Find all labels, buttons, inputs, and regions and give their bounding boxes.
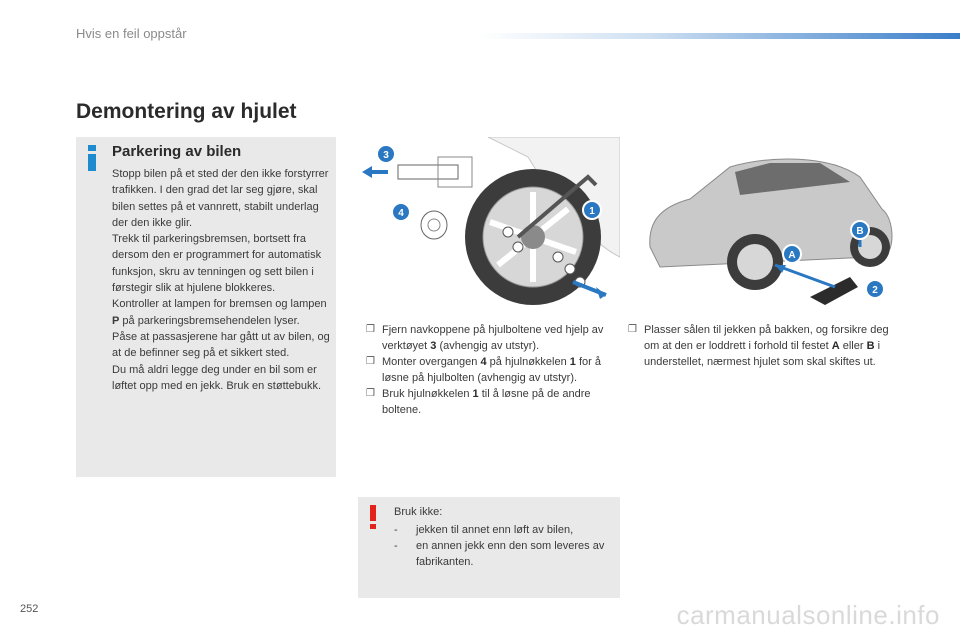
header-gradient-bar xyxy=(480,33,960,39)
step-item: ❒ Fjern navkoppene på hjulboltene ved hjelp av verktøyet 3 (avhengig av utstyr). xyxy=(366,324,604,352)
step-marker-icon: ❒ xyxy=(366,324,375,335)
step-marker-icon: ❒ xyxy=(366,388,375,399)
info-paragraph: Påse at passasjerene har gått ut av bilen, og at de befinner seg på et sikkert sted. xyxy=(112,330,330,360)
badge-label: 3 xyxy=(383,150,389,161)
badge-label: A xyxy=(788,250,796,261)
watermark: carmanualsonline.info xyxy=(676,600,940,630)
info-box-text xyxy=(112,166,330,394)
page-header-title: Hvis en feil oppstår xyxy=(76,26,187,41)
warning-box xyxy=(358,497,620,598)
warning-text xyxy=(394,504,614,570)
info-paragraph: Kontroller at lampen for bremsen og lampen P på parkeringsbremsehendelen lyser. xyxy=(112,298,327,327)
info-box xyxy=(76,137,336,477)
info-paragraph: Trekk til parkeringsbremsen, bortsett fra dersom den er programmert for automatisk funksjon, skru av tenningen og sett bilen i førstegir slik at hjulene blokkeres. xyxy=(112,233,322,295)
step-item: ❒ Bruk hjulnøkkelen 1 til å løsne på de andre boltene. xyxy=(366,388,591,416)
page-number: 252 xyxy=(20,603,39,615)
car-jack-icon xyxy=(620,137,900,305)
wheel-removal-illustration xyxy=(358,137,620,305)
step-marker-icon: ❒ xyxy=(628,324,637,335)
steps-right xyxy=(628,322,900,370)
wheel-removal-icon xyxy=(358,137,620,305)
info-paragraph: Stopp bilen på et sted der den ikke forstyrrer trafikken. I den grad det lar seg gjøre, skal bilen settes på et vannrett, stabilt underlag der den ikke glir. xyxy=(112,168,329,229)
badge-label: 1 xyxy=(589,206,595,217)
warning-item: - jekken til annet enn løft av bilen, xyxy=(394,524,574,536)
warning-item: - en annen jekk enn den som leveres av fabrikanten. xyxy=(394,540,605,568)
section-title: Demontering av hjulet xyxy=(76,100,297,123)
warning-exclamation-icon xyxy=(370,505,378,529)
step-item: ❒ Monter overgangen 4 på hjulnøkkelen 1 for å løsne på hjulbolten (avhengig av utstyr). xyxy=(366,356,601,384)
info-box-title: Parkering av bilen xyxy=(112,143,242,160)
info-icon xyxy=(88,145,96,171)
warning-intro: Bruk ikke: xyxy=(394,506,443,518)
badge-label: 4 xyxy=(398,208,404,219)
steps-middle xyxy=(366,322,620,418)
badge-label: 2 xyxy=(872,285,878,296)
step-marker-icon: ❒ xyxy=(366,356,375,367)
info-paragraph: Du må aldri legge deg under en bil som er løftet opp med en jekk. Bruk en støttebukk. xyxy=(112,363,322,392)
car-jack-illustration xyxy=(620,137,900,305)
step-item: ❒ Plasser sålen til jekken på bakken, og forsikre deg om at den er loddrett i forhold til festet A eller B i understellet, nærmest hjulet som skal skiftes ut. xyxy=(628,324,889,368)
badge-label: B xyxy=(856,226,864,237)
